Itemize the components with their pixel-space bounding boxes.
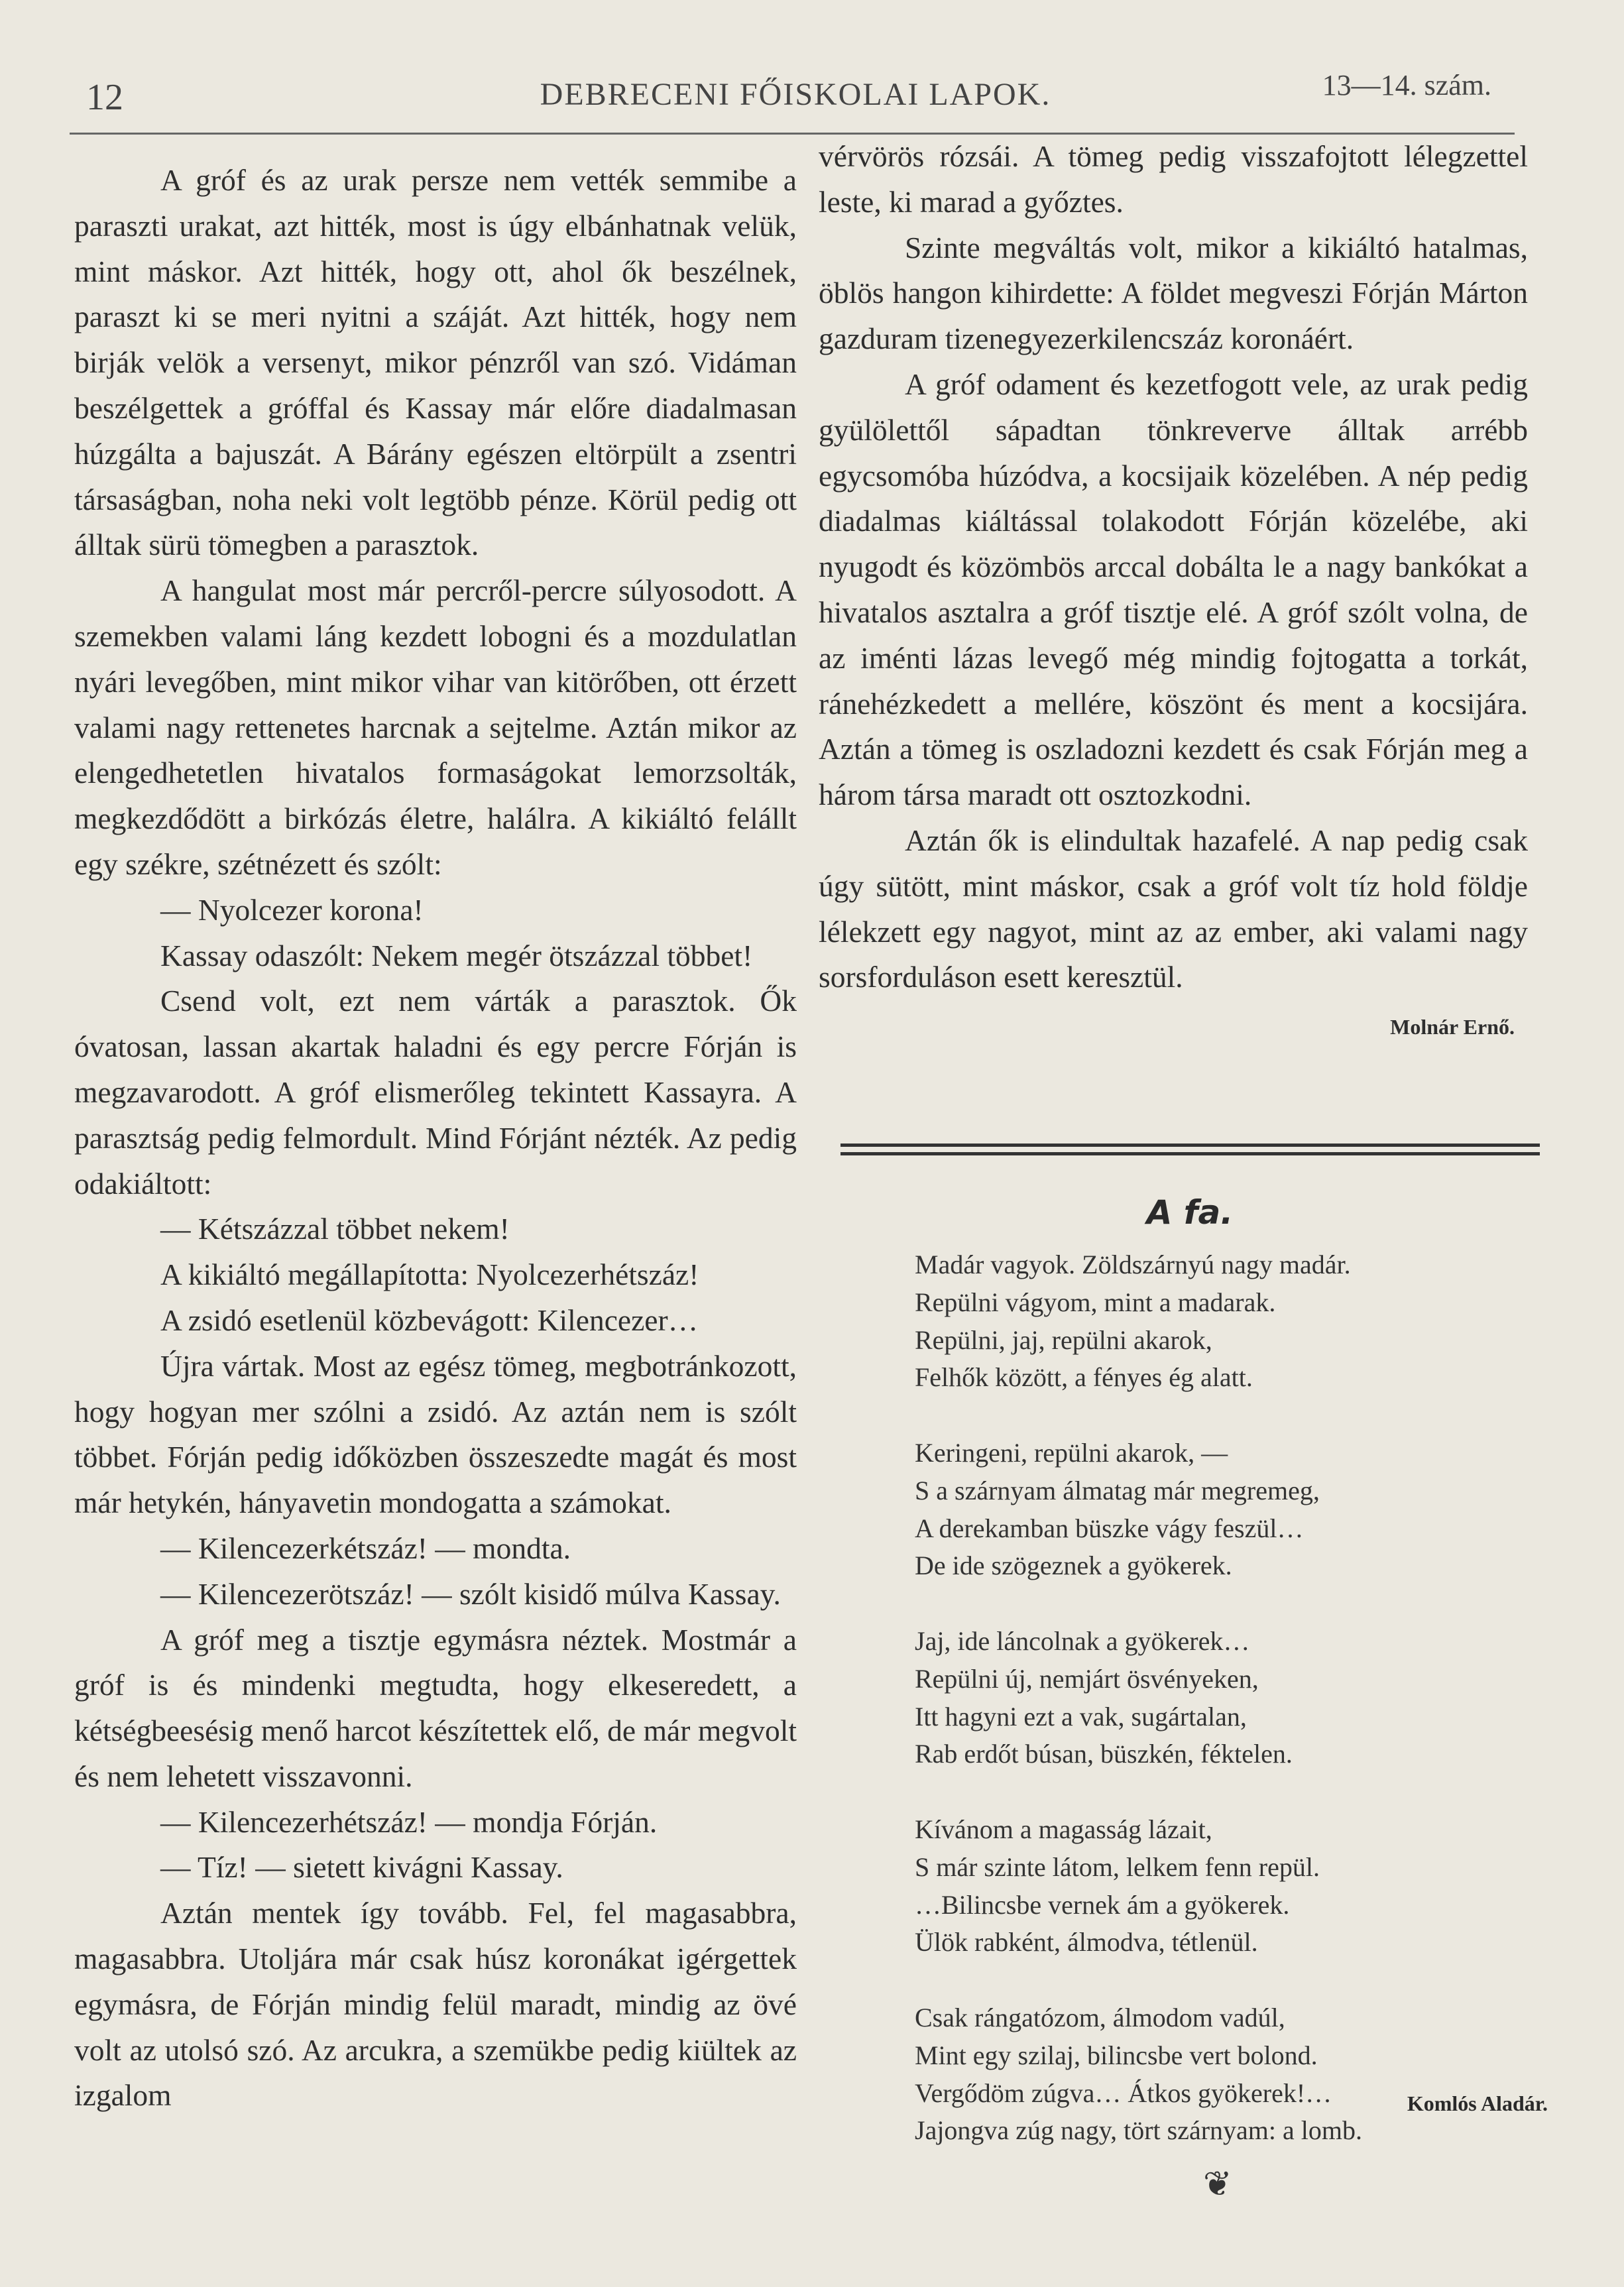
- paragraph: Aztán mentek így tovább. Fel, fel magasabbra, magasabbra. Utoljára már csak húsz koronákat igérgettek egymásra, de Fórján mindig felül maradt, mindig az övé volt az utolsó szó. Az arcukra, a szemükbe pedig kiültek az izgalom: [74, 1896, 797, 2113]
- paragraph: A gróf odament és kezetfogott vele, az urak pedig gyülölettől sápadtan tönkreverve álltak arrébb egycsomóba húzódva, a kocsijaik közelében. A nép pedig diadalmas kiáltással tolakodott Fórján közelébe, aki nyugodt és közömbös arccal dobálta le a nagy bankókat a hivatalos asztalra a gróf tisztje elé. A gróf szólt volna, de az iménti lázas levegő még mindig fojtogatta a torkát, ránehézkedett a mellére, köszönt és ment a kocsijára. Aztán a tömeg is oszladozni kezdett és csak Fórján meg a három társa maradt ott osztozkodni.: [819, 367, 1528, 812]
- poem-title: A fa.: [1146, 1193, 1234, 1232]
- paragraph: Újra vártak. Most az egész tömeg, megbotránkozott, hogy hogyan mer szólni a zsidó. Az aztán nem is szólt többet. Fórján pedig időközben összeszedte magát és most már hetykén, hányavetin mondogatta a számokat.: [74, 1348, 797, 1520]
- poem-stanza: [915, 1811, 1525, 1962]
- page-header: [73, 63, 1518, 136]
- dialogue-line: — Kilencezerkétszáz! — mondta.: [160, 1531, 571, 1565]
- left-column: [74, 158, 797, 2119]
- paragraph: Kassay odaszólt: Nekem megér ötszázzal többet!: [160, 938, 753, 972]
- poem-line: Mint egy szilaj, bilincsbe vert bolond.: [915, 2040, 1318, 2070]
- floral-ornament-icon: ❦: [1203, 2166, 1232, 2203]
- poem-line: Jajongva zúg nagy, tört szárnyam: a lomb.: [915, 2115, 1362, 2146]
- paragraph: Aztán ők is elindultak hazafelé. A nap pedig csak úgy sütött, mint máskor, csak a gróf volt tíz hold földje lélekzett egy nagyot, mint az az ember, aki valami nagy sorsforduláson esett keresztül.: [819, 823, 1528, 994]
- poem-line: Felhők között, a fényes ég alatt.: [915, 1362, 1253, 1393]
- poem-line: Keringeni, repülni akarok, —: [915, 1437, 1228, 1468]
- dialogue-line: — Tíz! — sietett kivágni Kassay.: [160, 1850, 563, 1885]
- dialogue-line: — Kilencezerötszáz! — szólt kisidő múlva Kassay.: [160, 1576, 781, 1611]
- page-number: 12: [86, 77, 123, 118]
- dialogue-line: — Kilencezerhétszáz! — mondja Fórján.: [160, 1804, 658, 1839]
- poem-author: Komlós Aladár.: [1407, 2091, 1548, 2115]
- poem-line: Kívánom a magasság lázait,: [915, 1814, 1212, 1844]
- poem-stanza: [915, 1246, 1525, 1397]
- poem-stanza: [915, 1435, 1525, 1585]
- poem-line: Csak rángatózom, álmodom vadúl,: [915, 2002, 1285, 2032]
- poem-line: Repülni új, nemjárt ösvényeken,: [915, 1663, 1259, 1694]
- poem-line: S már szinte látom, lelkem fenn repül.: [915, 1851, 1320, 1882]
- dialogue-line: — Kétszázzal többet nekem!: [160, 1212, 510, 1246]
- poem-line: Ülök rabként, álmodva, tétlenül.: [915, 1927, 1258, 1958]
- issue-number: 13—14. szám.: [1322, 69, 1491, 101]
- poem-line: De ide szögeznek a gyökerek.: [915, 1551, 1232, 1581]
- poem-line: Repülni, jaj, repülni akarok,: [915, 1324, 1212, 1355]
- paragraph: vérvörös rózsái. A tömeg pedig visszafojtott lélegzettel leste, ki marad a győztes.: [819, 139, 1528, 219]
- poem-line: Jaj, ide láncolnak a gyökerek…: [915, 1625, 1250, 1656]
- poem-stanza: [915, 1623, 1525, 1773]
- story-author: Molnár Ernő.: [1390, 1015, 1515, 1039]
- paragraph: A kikiáltó megállapította: Nyolcezerhétszáz!: [160, 1258, 699, 1292]
- poem-line: Madár vagyok. Zöldszárnyú nagy madár.: [915, 1250, 1351, 1279]
- poem-line: S a szárnyam álmatag már megremeg,: [915, 1475, 1320, 1505]
- paragraph: Csend volt, ezt nem várták a parasztok. Ők óvatosan, lassan akartak haladni és egy percre Fórján is megzavarodott. A gróf elismerőleg tekintett Kassayra. A parasztság pedig felmordult. Mind Fórjánt nézték. Az pedig odakiáltott:: [74, 984, 797, 1201]
- right-column: [819, 134, 1528, 1050]
- dialogue-line: — Nyolcezer korona!: [160, 892, 424, 927]
- paragraph: A gróf meg a tisztje egymásra néztek. Mostmár a gróf is és mindenki megtudta, hogy elkeseredett, a kétségbeesésig menő harcot készítettek elő, de már megvolt és nem lehetett visszavonni.: [74, 1622, 797, 1793]
- paragraph: A zsidó esetlenül közbevágott: Kilencezer…: [160, 1303, 699, 1337]
- poem-line: …Bilincsbe vernek ám a gyökerek.: [915, 1889, 1290, 1920]
- paragraph: A hangulat most már percről-percre súlyosodott. A szemekben valami láng kezdett lobogni és a mozdulatlan nyári levegőben, mint mikor vihar van kitörőben, ott érzett valami nagy rettenetes harcnak a sejtelme. Aztán mikor az elengedhetetlen hivatalos formaságokat lemorzsolták, megkezdődött a birkózás életre, halálra. A kikiáltó felállt egy székre, szétnézett és szólt:: [74, 573, 797, 881]
- poem-line: Repülni vágyom, mint a madarak.: [915, 1287, 1276, 1317]
- section-divider: [841, 1144, 1540, 1155]
- paragraph: Szinte megváltás volt, mikor a kikiáltó hatalmas, öblös hangon kihirdette: A földet megveszi Fórján Márton gazduram tizenegyezerkilencszáz koronáért.: [819, 230, 1528, 356]
- poem-line: Vergődöm zúgva… Átkos gyökerek!…: [915, 2078, 1332, 2108]
- journal-title: DEBRECENI FŐISKOLAI LAPOK.: [540, 77, 1051, 112]
- poem-line: A derekamban büszke vágy feszül…: [915, 1513, 1304, 1543]
- poem-line: Rab erdőt búsan, büszkén, féktelen.: [915, 1739, 1293, 1769]
- paragraph: A gróf és az urak persze nem vették semmibe a paraszti urakat, azt hitték, most is úgy elbánhatnak velük, mint máskor. Azt hitték, hogy ott, ahol ők beszélnek, paraszt ki se meri nyitni a száját. Azt hitték, hogy nem birják velök a versenyt, mikor pénzről van szó. Vidáman beszélgettek a gróffal és Kassay már előre diadalmasan húzgálta a bajuszát. A Bárány egészen eltörpült a zsentri társaságban, noha neki volt legtöbb pénze. Körül pedig ott álltak sürü tömegben a parasztok.: [74, 163, 797, 562]
- poem-stanza: [915, 1999, 1525, 2150]
- poem-body: [915, 1246, 1525, 2188]
- poem-line: Itt hagyni ezt a vak, sugártalan,: [915, 1701, 1247, 1731]
